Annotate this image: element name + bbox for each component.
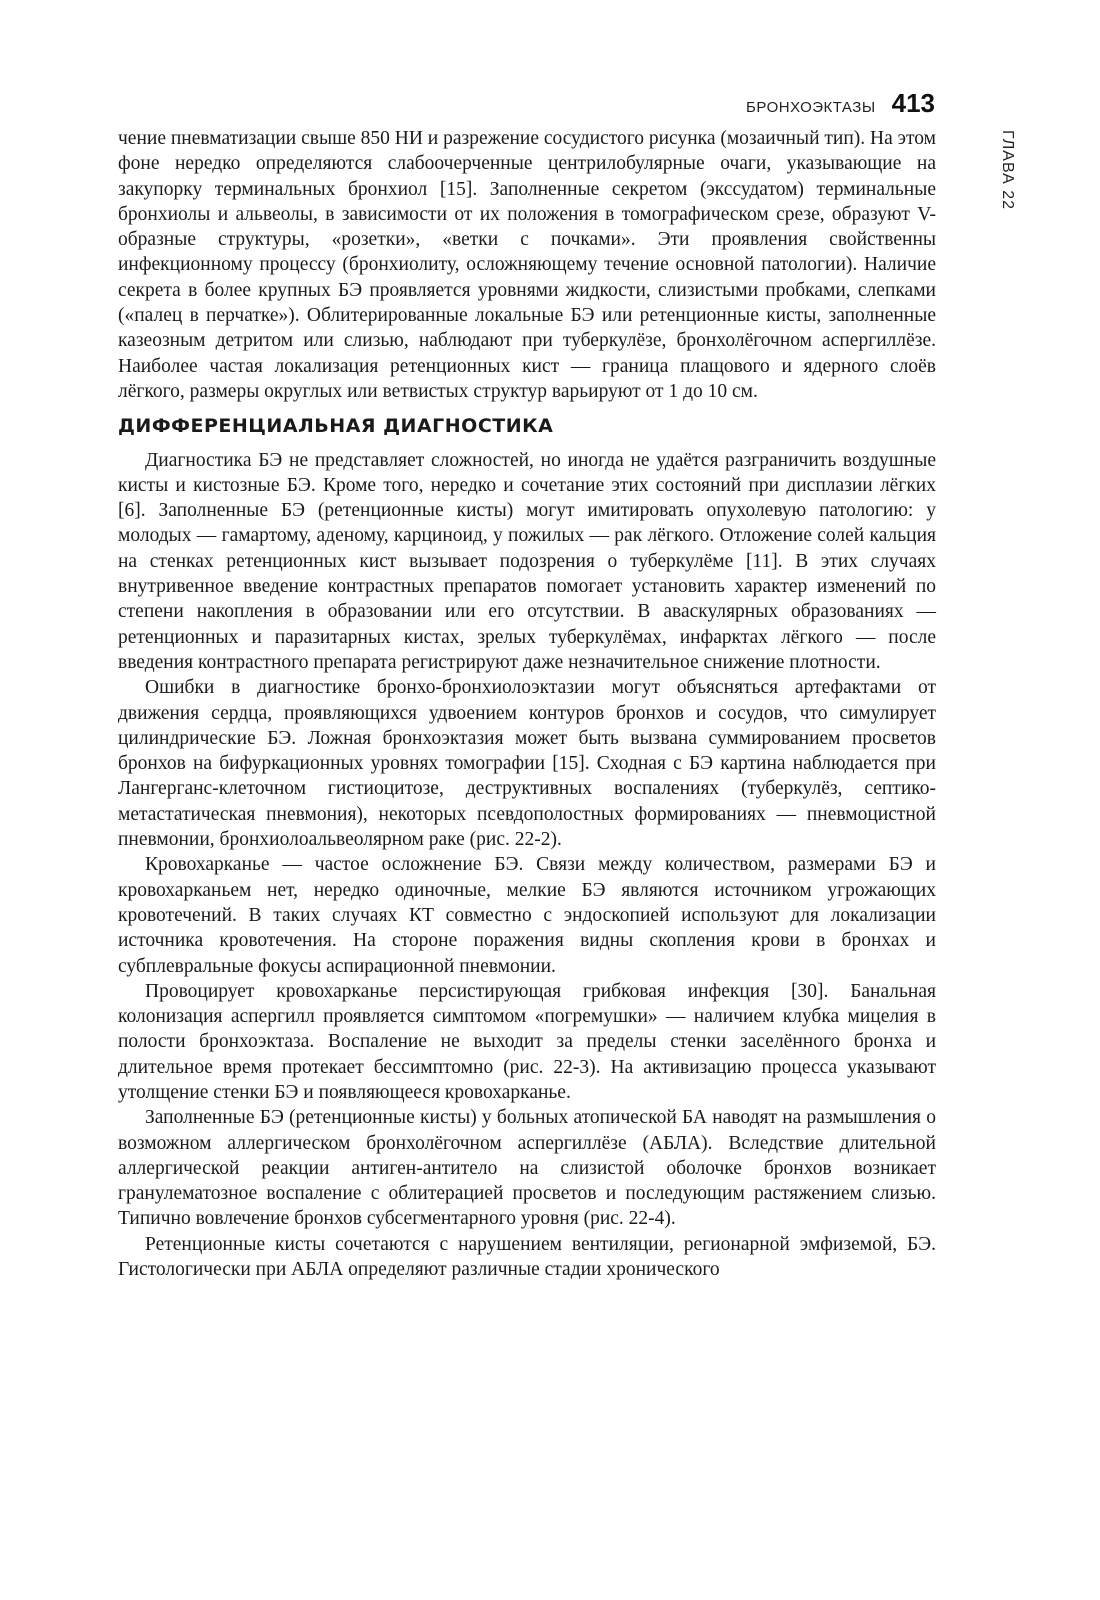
paragraph: Диагностика БЭ не представляет сложностей, но иногда не удаётся разграничить воздушные кисты и кистозные БЭ. Кроме того, нередко и сочетание этих состояний при дисплазии лёгких [6]. Заполненные БЭ (ретенционные кисты) могут имитировать опухолевую патологию: у молодых — гамартому, аденому, карциноид, у пожилых — рак лёгкого. Отложение солей кальция на стенках ретенционных кист вызывает подозрения о туберкулёме [11]. В этих случаях внутривенное введение контрастных препаратов помогает установить характер изменений по степени накопления в образовании или его отсутствии. В аваскулярных образованиях — ретенционных и паразитарных кистах, зрелых туберкулёмах, инфарктах лёгкого — после введения контрастного препарата регистрируют даже незначительное снижение плотности. <box>118 449 936 673</box>
chapter-tab: ГЛАВА 22 <box>999 130 1016 210</box>
paragraph: Кровохарканье — частое осложнение БЭ. Связи между количеством, размерами БЭ и кровохарканьем нет, нередко одиночные, мелкие БЭ являются источником угрожающих кровотечений. В таких случаях КТ совместно с эндоскопией используют для локализации источника кровотечения. На стороне поражения видны скопления крови в бронхах и субплевральные фокусы аспирационной пневмонии. <box>118 854 936 977</box>
paragraph-continued: чение пневматизации свыше 850 НИ и разрежение сосудистого рисунка (мозаичный тип). На этом фоне нередко определяются слабоочерченные центрилобулярные очаги, указывающие на закупорку терминальных бронхиол [15]. Заполненные секретом (экссудатом) терминальные бронхиолы и альвеолы, в зависимости от их положения в томографическом срезе, образуют V-образные структуры, «розетки», «ветки с почками». Эти проявления свойственны инфекционному процессу (бронхиолиту, осложняющему течение основной патологии). Наличие секрета в более крупных БЭ проявляется уровнями жидкости, слизистыми пробками, слепками («палец в перчатке»). Облитерированные локальные БЭ или ретенционные кисты, заполненные казеозным детритом или слизью, наблюдают при туберкулёзе, бронхолёгочном аспергиллёзе. Наиболее частая локализация ретенционных кист — граница плащового и ядерного слоёв лёгкого, размеры округлых или ветвистых структур варьируют от 1 до 10 см. <box>118 128 936 402</box>
page-number: 413 <box>891 88 935 118</box>
running-title: БРОНХОЭКТАЗЫ <box>746 99 876 116</box>
paragraph: Провоцирует кровохарканье персистирующая грибковая инфекция [30]. Банальная колонизация аспергилл проявляется симптомом «погремушки» — наличием клубка мицелия в полости бронхоэктаза. Воспаление не выходит за пределы стенки заселённого бронха и длительное время протекает бессимптомно (рис. 22-3). На активизацию процесса указывают утолщение стенки БЭ и появляющееся кровохарканье. <box>118 980 936 1103</box>
section-heading: ДИФФЕРЕНЦИАЛЬНАЯ ДИАГНОСТИКА <box>118 415 554 438</box>
paragraph: Заполненные БЭ (ретенционные кисты) у больных атопической БА наводят на размышления о возможном аллергическом бронхолёгочном аспергиллёзе (АБЛА). Вследствие длительной аллергической реакции антиген-антитело на слизистой оболочке бронхов возникает гранулематозное воспаление с облитерацией просветов и последующим растяжением слизью. Типично вовлечение бронхов субсегментарного уровня (рис. 22-4). <box>118 1107 936 1230</box>
running-header <box>746 88 935 119</box>
page-body <box>118 126 936 1282</box>
paragraph: Ретенционные кисты сочетаются с нарушением вентиляции, регионарной эмфиземой, БЭ. Гистологически при АБЛА определяют различные стадии хронического <box>118 1233 936 1281</box>
paragraph: Ошибки в диагностике бронхо-бронхиолоэктазии могут объясняться артефактами от движения сердца, проявляющихся удвоением контуров бронхов и сосудов, что симулирует цилиндрические БЭ. Ложная бронхоэктазия может быть вызвана суммированием просветов бронхов на бифуркационных уровнях томографии [15]. Сходная с БЭ картина наблюдается при Лангерганс-клеточном гистиоцитозе, деструктивных воспалениях (туберкулёз, септико-метастатическая пневмония), некоторых псевдополостных формированиях — пневмоцистной пневмонии, бронхиолоальвеолярном раке (рис. 22-2). <box>118 677 936 851</box>
